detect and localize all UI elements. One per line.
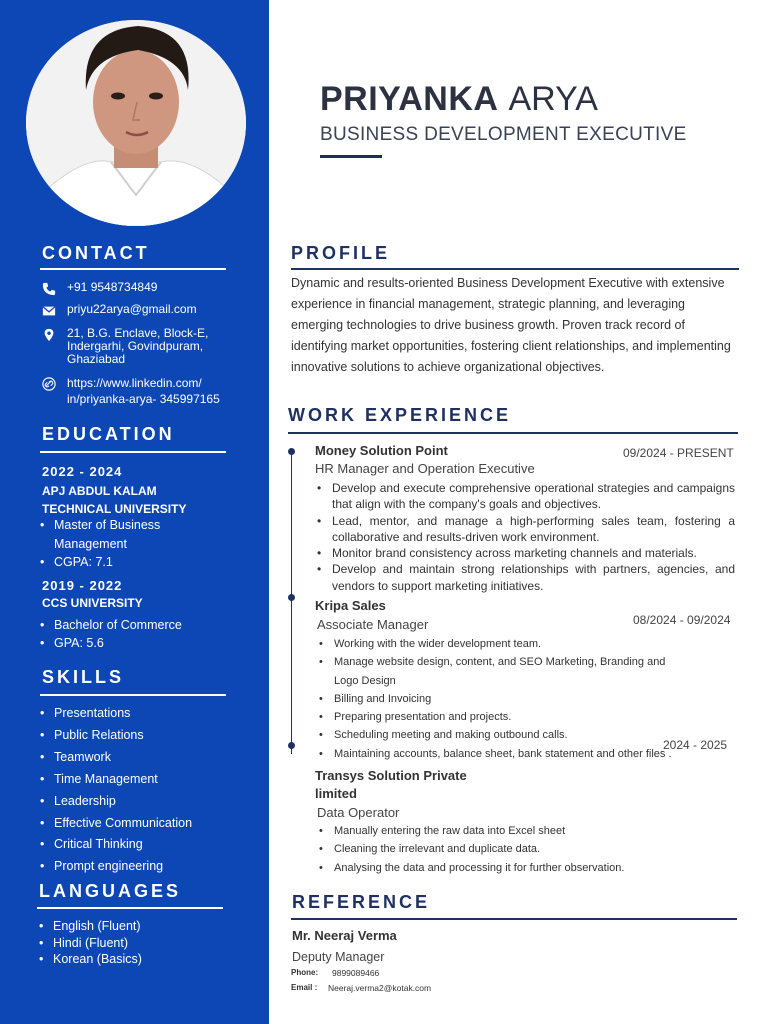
education-details xyxy=(40,616,240,652)
address-text: 21, B.G. Enclave, Block-E, Indergarhi, Govindpuram, Ghaziabad xyxy=(67,326,209,366)
profile-summary: Dynamic and results-oriented Business Development Executive with extensive experience in financial management, strategic planning, and leveraging emerging technologies to drive business growth. Proven track record of identifying market opportunities, fostering client relationships, and implementing innovative solutions to achieve organizational objectives. xyxy=(291,276,731,374)
list-item: • Analysing the data and processing it for further observation. xyxy=(317,859,717,877)
list-item: • Bachelor of Commerce xyxy=(40,616,240,634)
list-item: • Critical Thinking xyxy=(40,834,240,856)
education-heading: EDUCATION xyxy=(42,424,175,444)
job-role: Associate Manager xyxy=(317,617,429,632)
reference-heading: REFERENCE xyxy=(292,892,431,912)
reference-phone-label: Phone: xyxy=(291,968,319,977)
reference-email-label: Email : xyxy=(291,983,318,992)
contact-divider xyxy=(40,268,226,270)
list-item: • Korean (Basics) xyxy=(39,951,239,968)
profile-heading: PROFILE xyxy=(291,243,391,263)
job-title: BUSINESS DEVELOPMENT EXECUTIVE xyxy=(320,124,687,145)
list-item: • Maintaining accounts, balance sheet, bank statement and other files . xyxy=(317,745,689,763)
reference-divider xyxy=(291,918,737,920)
list-item: • Manage website design, content, and SEO Marketing, Branding and Logo Design xyxy=(317,653,689,690)
job-role: HR Manager and Operation Executive xyxy=(315,461,535,476)
list-item: • Develop and maintain strong relationships with partners, agencies, and vendors to support marketing initiatives. xyxy=(315,561,735,594)
list-item: • Manually entering the raw data into Excel sheet xyxy=(317,822,717,840)
first-name: PRIYANKA xyxy=(320,80,499,118)
timeline-dot xyxy=(288,594,295,601)
profile-photo-illustration xyxy=(26,20,246,226)
phone-number[interactable]: +91 9548734849 xyxy=(67,280,158,294)
list-item: • Lead, mentor, and manage a high-performing sales team, fostering a collaborative and results-driven work environment. xyxy=(315,513,735,546)
job-dates: 2024 - 2025 xyxy=(663,738,728,752)
list-item: • Presentations xyxy=(40,703,240,725)
email-address[interactable]: priyu22arya@gmail.com xyxy=(67,302,197,316)
work-experience-heading: WORK EXPERIENCE xyxy=(288,405,512,425)
list-item: • Scheduling meeting and making outbound calls. xyxy=(317,726,689,744)
list-item: • Billing and Invoicing xyxy=(317,690,689,708)
list-item: • CGPA: 7.1 xyxy=(40,553,190,572)
list-item: • Master of Business Management xyxy=(40,516,190,553)
list-item: • Time Management xyxy=(40,769,240,791)
reference-email[interactable]: Neeraj.verma2@kotak.com xyxy=(328,983,432,993)
job-responsibilities xyxy=(315,480,735,594)
sidebar xyxy=(0,0,269,1024)
reference-phone[interactable]: 9899089466 xyxy=(332,968,380,978)
last-name: ARYA xyxy=(508,80,598,118)
timeline-line xyxy=(291,452,292,754)
job-responsibilities xyxy=(317,635,689,763)
reference-role: Deputy Manager xyxy=(292,950,385,964)
skills-heading: SKILLS xyxy=(42,667,125,687)
job-company: Transys Solution Private limited xyxy=(315,768,467,801)
job-company: Money Solution Point xyxy=(315,443,448,458)
list-item: • GPA: 5.6 xyxy=(40,634,240,652)
link-icon xyxy=(42,377,56,391)
education-divider xyxy=(40,451,226,453)
name-heading xyxy=(320,80,598,119)
skills-list xyxy=(40,703,240,878)
languages-list xyxy=(39,918,239,968)
work-experience-divider xyxy=(288,432,738,434)
list-item: • Working with the wider development team. xyxy=(317,635,689,653)
list-item: • Public Relations xyxy=(40,725,240,747)
job-responsibilities xyxy=(317,822,717,877)
education-years: 2019 - 2022 xyxy=(42,578,123,593)
title-divider xyxy=(320,155,382,158)
job-role: Data Operator xyxy=(317,805,400,820)
list-item: • Effective Communication xyxy=(40,813,240,835)
timeline-dot xyxy=(288,448,295,455)
education-institution: APJ ABDUL KALAM TECHNICAL UNIVERSITY xyxy=(42,484,187,516)
list-item: • Hindi (Fluent) xyxy=(39,935,239,952)
list-item: • English (Fluent) xyxy=(39,918,239,935)
phone-icon xyxy=(42,282,56,296)
education-years: 2022 - 2024 xyxy=(42,464,123,479)
list-item: • Preparing presentation and projects. xyxy=(317,708,689,726)
list-item: • Monitor brand consistency across marketing channels and materials. xyxy=(315,545,735,561)
timeline-dot xyxy=(288,742,295,749)
languages-divider xyxy=(37,907,223,909)
list-item: • Leadership xyxy=(40,791,240,813)
profile-divider xyxy=(291,268,739,270)
skills-divider xyxy=(40,694,226,696)
list-item: • Prompt engineering xyxy=(40,856,240,878)
email-icon xyxy=(42,304,56,318)
list-item: • Teamwork xyxy=(40,747,240,769)
job-dates: 09/2024 - PRESENT xyxy=(623,446,734,460)
location-pin-icon xyxy=(42,328,56,342)
job-dates: 08/2024 - 09/2024 xyxy=(633,613,731,627)
education-details xyxy=(40,516,190,572)
reference-name: Mr. Neeraj Verma xyxy=(292,928,397,943)
education-institution: CCS UNIVERSITY xyxy=(42,596,143,610)
list-item: • Cleaning the irrelevant and duplicate data. xyxy=(317,840,717,858)
list-item: • Develop and execute comprehensive operational strategies and campaigns that align with the company's goals and objectives. xyxy=(315,480,735,513)
linkedin-url[interactable]: https://www.linkedin.com/ in/priyanka-arya- 345997165 xyxy=(67,376,220,406)
contact-heading: CONTACT xyxy=(42,243,150,263)
languages-heading: LANGUAGES xyxy=(39,881,182,901)
job-company: Kripa Sales xyxy=(315,598,386,613)
profile-photo xyxy=(26,20,246,226)
